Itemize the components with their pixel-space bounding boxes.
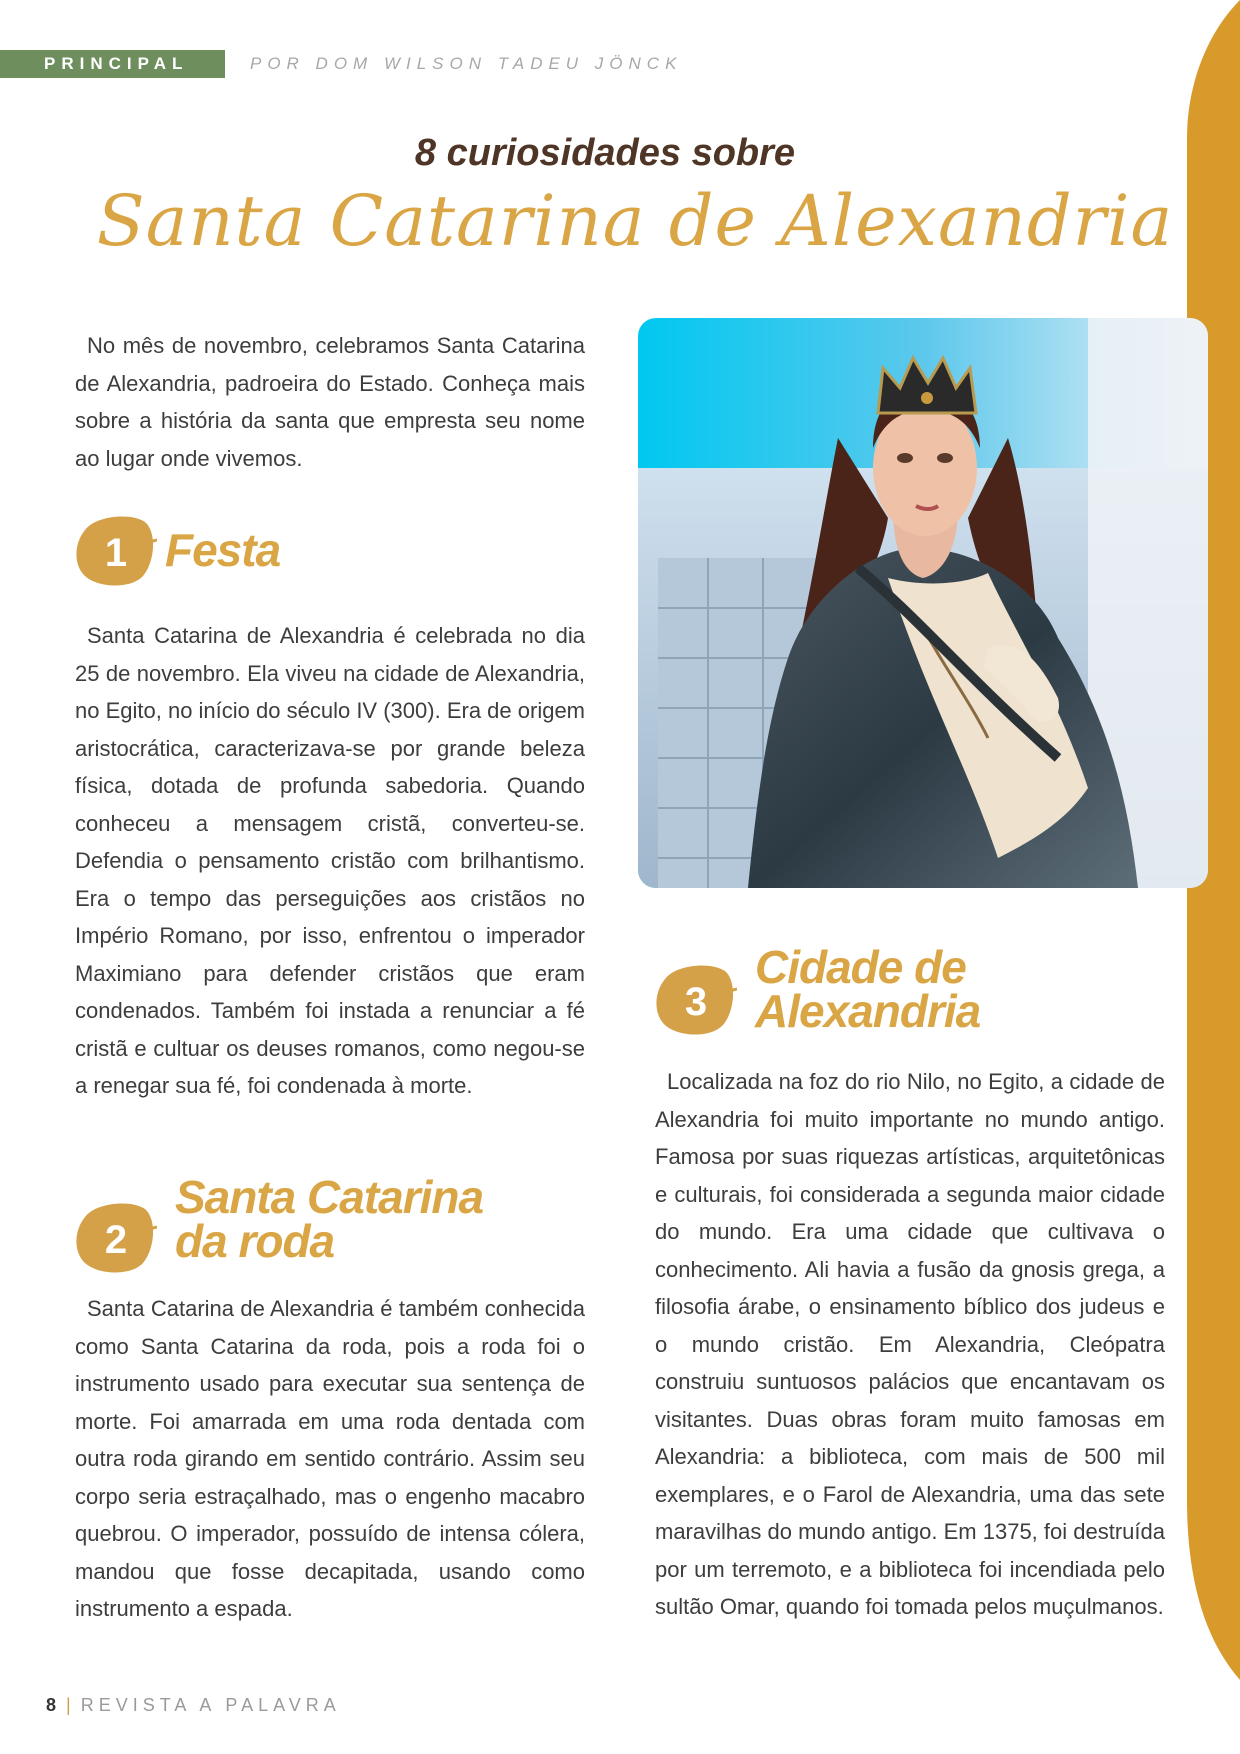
number-badge-icon <box>75 512 157 590</box>
section-2-paragraph <box>75 1290 585 1628</box>
page-footer <box>46 1695 341 1716</box>
author-byline: POR DOM WILSON TADEU JÖNCK <box>250 54 683 73</box>
section-2-title-line1: Santa Catarina <box>175 1171 484 1223</box>
page-title: 8 curiosidades sobre <box>414 132 796 174</box>
magazine-name: REVISTA A PALAVRA <box>80 1695 341 1715</box>
saint-statue-photo <box>638 318 1208 888</box>
section-3-paragraph <box>655 1063 1165 1626</box>
page-number: 8 <box>46 1695 57 1715</box>
section-1-text: Santa Catarina de Alexandria é celebrada no dia 25 de novembro. Ela viveu na cidade de Alexandria, no Egito, no início do século IV (300). Era de origem aristocrática, caracterizava-se por grande beleza física, dotada de profunda sabedoria. Quando conheceu a mensagem cristã, converteu-se. Defendia o pensamento cristão com brilhantismo. Era o tempo das perseguições aos cristãos no Império Romano, por isso, enfrentou o imperador Maximiano para defender cristãos que eram condenados. Também foi instada a renunciar a fé cristã e cultuar os deuses romanos, como negou-se a renegar sua fé, foi condenada à morte. <box>75 623 585 1098</box>
section-3-title <box>755 941 981 1037</box>
section-3-text: Localizada na foz do rio Nilo, no Egito, a cidade de Alexandria foi muito importante no mundo antigo. Famosa por suas riquezas artísticas, arquitetônicas e culturais, foi considerada a segunda maior cidade do mundo. Era uma cidade que cultivava o conhecimento. Ali havia a fusão da gnosis grega, a filosofia árabe, o ensinamento bíblico dos judeus e o mundo cristão. Em Alexandria, Cleópatra construiu suntuosos palácios que encantavam os visitantes. Duas obras foram muito famosas em Alexandria: a biblioteca, com mais de 500 mil exemplares, e o Farol de Alexandria, uma das sete maravilhas do mundo antigo. Em 1375, foi destruída por um terremoto, e a biblioteca foi incendiada pelo sultão Omar, quando foi tomada pelos muçulmanos. <box>655 1069 1165 1619</box>
section-2-title <box>175 1171 484 1267</box>
section-2-title-line2: da roda <box>175 1215 335 1267</box>
page-title-script: Santa Catarina de Alexandria <box>96 180 1174 262</box>
intro-text: No mês de novembro, celebramos Santa Catarina de Alexandria, padroeira do Estado. Conheça mais sobre a história da santa que empresta seu nome ao lugar onde vivemos. <box>75 333 585 471</box>
section-label: PRINCIPAL <box>0 50 225 78</box>
number-badge-icon <box>655 961 737 1039</box>
badge-number: 3 <box>684 980 708 1024</box>
section-1-paragraph <box>75 617 585 1105</box>
statue-image <box>638 318 1208 888</box>
section-3-title-line2: Alexandria <box>755 985 981 1037</box>
badge-number: 2 <box>104 1218 128 1262</box>
footer-separator: | <box>66 1695 71 1715</box>
section-2-text: Santa Catarina de Alexandria é também conhecida como Santa Catarina da roda, pois a roda foi o instrumento usado para executar sua sentença de morte. Foi amarrada em uma roda dentada com outra roda girando em sentido contrário. Assim seu corpo seria estraçalhado, mas o engenho macabro quebrou. O imperador, possuído de intensa cólera, mandou que fosse decapitada, usando como instrumento a espada. <box>75 1296 585 1621</box>
section-3-title-line1: Cidade de <box>755 941 966 993</box>
intro-paragraph <box>75 327 585 477</box>
section-1-title: Festa <box>165 524 281 576</box>
badge-number: 1 <box>104 531 128 575</box>
number-badge-icon <box>75 1199 157 1277</box>
